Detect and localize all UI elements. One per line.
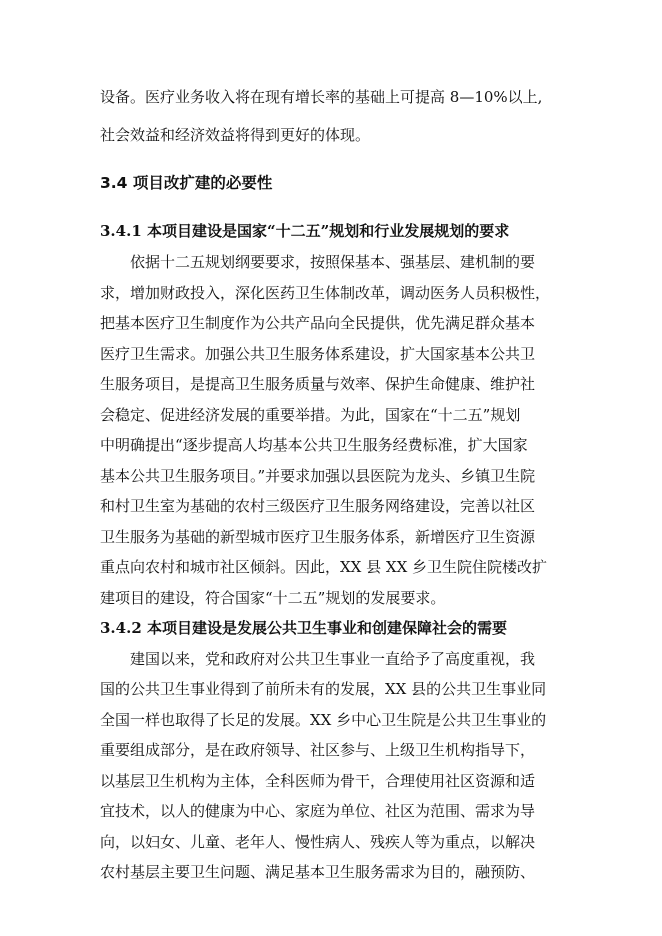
s342-line-5: 以基层卫生机构为主体，全科医师为骨干，合理使用社区资源和适	[100, 772, 536, 790]
s342-line-1: 建国以来，党和政府对公共卫生事业一直给予了高度重视，我	[130, 650, 536, 668]
section-3-4-heading: 3.4 项目改扩建的必要性	[100, 174, 273, 192]
s341-line-2: 求，增加财政投入，深化医药卫生体制改革，调动医务人员积极性，	[100, 284, 551, 302]
intro-line-2: 社会效益和经济效益将得到更好的体现。	[100, 126, 371, 144]
section-3-4-1-heading: 3.4.1 本项目建设是国家“十二五”规划和行业发展规划的要求	[100, 222, 510, 240]
s342-line-6: 宜技术，以人的健康为中心、家庭为单位、社区为范围、需求为导	[100, 802, 536, 820]
s341-line-6: 会稳定、促进经济发展的重要举措。为此，国家在“十二五”规划	[100, 406, 521, 424]
s341-line-1: 依据十二五规划纲要要求，按照保基本、强基层、建机制的要	[130, 253, 536, 271]
s342-line-3: 全国一样也取得了长足的发展。XX 乡中心卫生院是公共卫生事业的	[100, 711, 547, 729]
s341-line-5: 生服务项目，是提高卫生服务质量与效率、保护生命健康、维护社	[100, 375, 536, 393]
s341-line-4: 医疗卫生需求。加强公共卫生服务体系建设，扩大国家基本公共卫	[100, 345, 536, 363]
s341-line-9: 和村卫生室为基础的农村三级医疗卫生服务网络建设，完善以社区	[100, 497, 536, 515]
s341-line-7: 中明确提出“逐步提高人均基本公共卫生服务经费标准，扩大国家	[100, 436, 528, 454]
s341-line-10: 卫生服务为基础的新型城市医疗卫生服务体系，新增医疗卫生资源	[100, 528, 536, 546]
s342-line-2: 国的公共卫生事业得到了前所未有的发展，XX 县的公共卫生事业同	[100, 680, 547, 698]
s342-line-7: 向，以妇女、儿童、老年人、慢性病人、残疾人等为重点，以解决	[100, 833, 536, 851]
s341-line-8: 基本公共卫生服务项目。”并要求加强以县医院为龙头、乡镇卫生院	[100, 467, 536, 485]
intro-line-1: 设备。医疗业务收入将在现有增长率的基础上可提高 8—10%以上,	[100, 88, 543, 106]
s341-line-3: 把基本医疗卫生制度作为公共产品向全民提供，优先满足群众基本	[100, 314, 536, 332]
s341-line-12: 建项目的建设，符合国家“十二五”规划的发展要求。	[100, 589, 446, 607]
s342-line-8: 农村基层主要卫生问题、满足基本卫生服务需求为目的，融预防、	[100, 863, 536, 881]
s341-line-11: 重点向农村和城市社区倾斜。因此，XX 县 XX 乡卫生院住院楼改扩	[100, 558, 548, 576]
section-3-4-2-heading: 3.4.2 本项目建设是发展公共卫生事业和创建保障社会的需要	[100, 619, 507, 637]
s342-line-4: 重要组成部分，是在政府领导、社区参与、上级卫生机构指导下，	[100, 741, 536, 759]
